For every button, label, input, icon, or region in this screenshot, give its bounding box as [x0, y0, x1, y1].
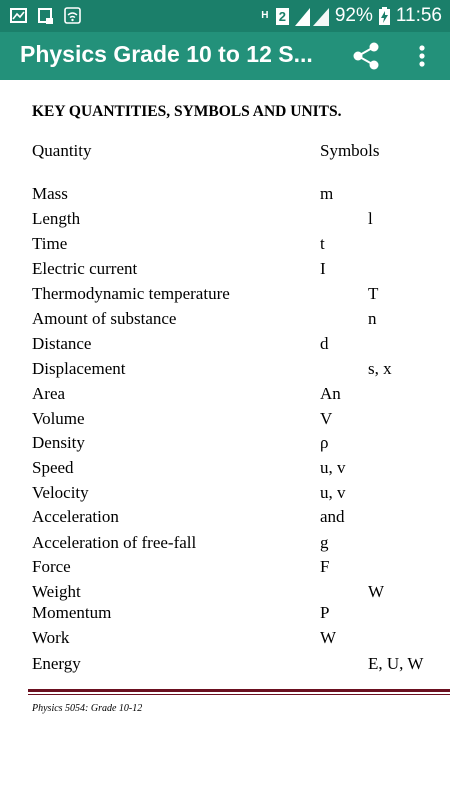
table-row — [0, 284, 450, 308]
symbol-cell: d — [320, 334, 329, 353]
symbol-cell: V — [320, 409, 333, 428]
battery-charging-icon — [379, 7, 390, 25]
symbol-cell: g — [320, 533, 329, 552]
table-row — [0, 507, 450, 531]
quantity-cell: Acceleration — [32, 507, 119, 526]
quantity-cell: Amount of substance — [32, 309, 177, 328]
quantity-cell: Time — [32, 234, 68, 253]
table-row — [0, 259, 450, 283]
table-row — [0, 603, 450, 627]
quantity-cell: Distance — [32, 334, 92, 353]
quantity-cell: Acceleration of free-fall — [32, 533, 197, 552]
symbol-cell: m — [320, 184, 334, 203]
quantity-cell: Momentum — [32, 603, 112, 622]
table-row — [0, 433, 450, 457]
app-bar — [0, 32, 450, 80]
signal-icon — [295, 6, 329, 26]
wifi-icon — [64, 7, 81, 24]
symbol-cell: u, v — [320, 458, 346, 477]
table-row — [0, 309, 450, 333]
symbol-cell: s, x — [368, 359, 392, 378]
footer-rule-thick — [28, 689, 450, 692]
more-options-button[interactable] — [412, 40, 432, 72]
notification-icon — [37, 7, 54, 24]
table-row — [0, 234, 450, 258]
quantity-cell: Force — [32, 557, 71, 576]
table-row — [0, 384, 450, 408]
table-row — [0, 359, 450, 383]
table-row — [0, 458, 450, 482]
symbol-cell: W — [368, 582, 385, 601]
symbol-cell: F — [320, 557, 330, 576]
quantity-cell: Thermodynamic temperature — [32, 284, 230, 303]
quantity-cell: Volume — [32, 409, 85, 428]
quantity-cell: Energy — [32, 654, 81, 673]
share-button[interactable] — [350, 40, 382, 72]
symbol-cell: u, v — [320, 483, 346, 502]
symbol-cell: I — [320, 259, 326, 278]
status-bar — [0, 0, 450, 32]
clock: 11:56 — [395, 5, 442, 26]
document-heading: KEY QUANTITIES, SYMBOLS AND UNITS. — [32, 103, 342, 120]
symbol-cell: P — [320, 603, 330, 622]
share-icon — [350, 40, 382, 72]
symbol-cell: E, U, W — [368, 654, 424, 673]
more-vert-icon — [412, 40, 432, 72]
gallery-icon — [10, 7, 27, 24]
symbol-cell: l — [368, 209, 373, 228]
page-footer: Physics 5054: Grade 10-12 — [32, 703, 143, 714]
table-row — [0, 483, 450, 507]
app-title: Physics Grade 10 to 12 S... — [20, 41, 313, 67]
quantity-cell: Speed — [32, 458, 74, 477]
symbol-cell: An — [320, 384, 341, 403]
table-row — [0, 409, 450, 433]
table-row — [0, 654, 450, 678]
symbol-cell: T — [368, 284, 379, 303]
quantity-cell: Displacement — [32, 359, 126, 378]
table-row — [0, 184, 450, 208]
symbol-cell: W — [320, 628, 337, 647]
quantity-cell: Length — [32, 209, 81, 228]
symbol-cell: t — [320, 234, 325, 253]
quantity-cell: Mass — [32, 184, 68, 203]
sim2-icon: 2 — [276, 8, 289, 25]
quantity-cell: Weight — [32, 582, 81, 601]
battery-percentage: 92% — [334, 5, 373, 26]
hsplus-icon: H — [261, 10, 269, 21]
quantity-cell: Electric current — [32, 259, 138, 278]
table-row — [0, 334, 450, 358]
column-header-symbols: Symbols — [320, 141, 380, 160]
symbol-cell: ρ — [320, 433, 329, 452]
symbol-cell: n — [368, 309, 377, 328]
table-row — [0, 533, 450, 557]
quantity-cell: Area — [32, 384, 66, 403]
status-left-icons — [10, 7, 81, 24]
quantity-cell: Velocity — [32, 483, 89, 502]
table-row — [0, 628, 450, 652]
symbol-cell: and — [320, 507, 345, 526]
footer-rule-thin — [28, 694, 450, 695]
column-header-quantity: Quantity — [32, 141, 92, 160]
quantity-cell: Density — [32, 433, 85, 452]
table-row — [0, 209, 450, 233]
quantity-cell: Work — [32, 628, 70, 647]
status-right-group — [260, 4, 442, 28]
table-row — [0, 557, 450, 581]
